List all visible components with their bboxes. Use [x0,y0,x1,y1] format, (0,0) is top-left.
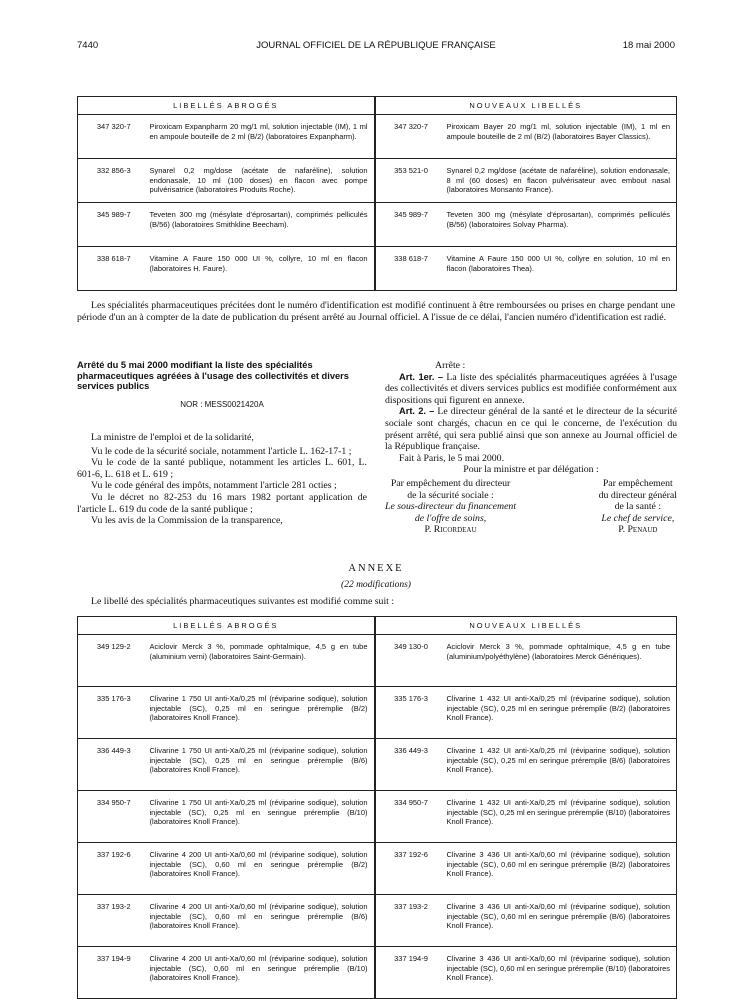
new-code: 338 618-7 [375,247,447,291]
sig-right-line-1: Par empêchement [602,477,673,489]
new-description: Clivarine 1 432 UI anti-Xa/0,25 ml (réviparine sodique), solution injectable (SC), 0,25 ml en seringue préremplie (B/2) (laboratoires Knoll France). [447,687,677,739]
article-2-label: Art. 2. – [399,406,435,417]
table-row [78,687,677,739]
new-code: 353 521-0 [375,159,447,203]
sig-left-line-2: de la sécurité sociale : [407,489,494,501]
sig-left-line-1: Par empêchement du directeur [390,477,511,489]
col-header-old: LIBELLÉS ABROGÉS [78,97,375,115]
new-description: Clivarine 3 436 UI anti-Xa/0,60 ml (réviparine sodique), solution injectable (SC), 0,60 ml en seringue préremplie (B/2) (laboratoires Knoll France). [447,843,677,895]
old-description: Piroxicam Expanpharm 20 mg/1 ml, solution injectable (IM), 1 ml en ampoule bouteille de 2 ml (B/2) (laboratoires Expanpharm). [150,115,375,159]
new-description: Teveten 300 mg (mésylate d'éprosartan), comprimés pelliculés (B/56) (laboratoires Solvay Pharma). [447,203,677,247]
table-row [78,947,677,999]
new-description: Vitamine A Faure 150 000 UI %, collyre en solution, 10 ml en flacon (laboratoires Thea). [447,247,677,291]
arrete-title: Arrêté du 5 mai 2000 modifiant la liste des spécialités pharmaceutiques agréées à l'usage des collectivités et divers services publics [77,360,349,391]
old-code: 337 193-2 [78,895,150,947]
new-code: 347 320-7 [375,115,447,159]
new-code: 336 449-3 [375,739,447,791]
visa-5: Vu les avis de la Commission de la transparence, [91,515,283,527]
visa-1: Vu le code de la sécurité sociale, notamment l'article L. 162-17-1 ; [91,445,352,457]
sig-right-line-3: de la santé : [614,501,662,513]
old-code: 336 449-3 [78,739,150,791]
nor-reference: NOR : MESS0021420A [180,399,264,409]
old-code: 337 194-9 [78,947,150,999]
table-header-row [78,97,677,115]
old-description: Clivarine 4 200 UI anti-Xa/0,60 ml (réviparine sodique), solution injectable (SC), 0,60 ml en seringue préremplie (B/6) (laboratoires Knoll France). [150,895,375,947]
table-body [78,635,677,999]
table-row [78,635,677,687]
modifications-table-2 [77,616,677,999]
arrete-word: Arrête : [435,360,466,371]
old-code: 349 129-2 [78,635,150,687]
article-2-text: Le directeur général de la santé et le directeur de la sécurité sociale sont chargés, chacun en ce qui le concerne, de l'exécution du présent arrêté, qui sera publié ainsi que son annexe au Journal officiel de la République française. [385,406,677,453]
old-code: 335 176-3 [78,687,150,739]
sig-right-line-2: du directeur général [598,489,677,501]
new-description: Clivarine 3 436 UI anti-Xa/0,60 ml (réviparine sodique), solution injectable (SC), 0,60 ml en seringue préremplie (B/6) (laboratoires Knoll France). [447,895,677,947]
journal-title: JOURNAL OFFICIEL DE LA RÉPUBLIQUE FRANÇAISE [256,40,496,51]
old-description: Vitamine A Faure 150 000 UI %, collyre, 10 ml en flacon (laboratoires H. Faure). [150,247,375,291]
sig-left-name: P. Ricordeau [424,524,477,536]
old-code: 334 950-7 [78,791,150,843]
sig-left-line-3: Le sous-directeur du financement [385,501,517,513]
table-row [78,203,677,247]
new-code: 337 192-6 [375,843,447,895]
table-row [78,895,677,947]
new-description: Clivarine 3 436 UI anti-Xa/0,60 ml (réviparine sodique), solution injectable (SC), 0,60 ml en seringue préremplie (B/10) (laboratoires Knoll France). [447,947,677,999]
annexe-title: ANNEXE [348,563,404,574]
table-row [78,247,677,291]
old-code: 345 989-7 [78,203,150,247]
col-header-new: NOUVEAUX LIBELLÉS [375,617,677,635]
sig-right-line-4: Le chef de service, [601,512,675,524]
signature-left [385,478,516,536]
new-code: 337 194-9 [375,947,447,999]
page-number: 7440 [77,40,99,51]
col-header-new: NOUVEAUX LIBELLÉS [375,97,677,115]
signature-right [599,478,677,536]
table-header-row [78,617,677,635]
table-row [78,115,677,159]
old-description: Clivarine 1 750 UI anti-Xa/0,25 ml (réviparine sodique), solution injectable (SC), 0,25 ml en seringue préremplie (B/2) (laboratoires Knoll France). [150,687,375,739]
old-code: 332 856-3 [78,159,150,203]
table-row [78,843,677,895]
table-row [78,791,677,843]
article-1-text: La liste des spécialités pharmaceutiques agréées à l'usage des collectivités et divers services publics est modifiée conformément aux dispositions qui figurent en annexe. [385,371,677,406]
article-1-label: Art. 1er. – [399,371,444,382]
minister-line: La ministre de l'emploi et de la solidarité, [91,432,254,444]
col-header-old: LIBELLÉS ABROGÉS [78,617,375,635]
article-1 [385,372,677,407]
new-description: Piroxicam Bayer 20 mg/1 ml, solution injectable (IM), 1 ml en ampoule bouteille de 2 ml (B/2) (laboratoires Bayer Classics). [447,115,677,159]
visa-3: Vu le code général des impôts, notamment l'article 281 octies ; [91,480,337,492]
old-code: 337 192-6 [78,843,150,895]
old-description: Clivarine 1 750 UI anti-Xa/0,25 ml (réviparine sodique), solution injectable (SC), 0,25 ml en seringue préremplie (B/10) (laboratoires Knoll France). [150,791,375,843]
visa-2: Vu le code de la santé publique, notamment les articles L. 601, L. 601-6, L. 618 et L. 619 ; [77,457,367,480]
old-description: Clivarine 4 200 UI anti-Xa/0,60 ml (réviparine sodique), solution injectable (SC), 0,60 ml en seringue préremplie (B/2) (laboratoires Knoll France). [150,843,375,895]
article-2 [385,406,677,452]
old-description: Clivarine 4 200 UI anti-Xa/0,60 ml (réviparine sodique), solution injectable (SC), 0,60 ml en seringue préremplie (B/10) (laboratoires Knoll France). [150,947,375,999]
annexe-intro: Le libellé des spécialités pharmaceutiques suivantes est modifié comme suit : [91,596,395,607]
old-code: 338 618-7 [78,247,150,291]
note-text: Les spécialités pharmaceutiques précitées dont le numéro d'identification est modifié continuent à être remboursées ou prises en charge pendant une période d'un an à compter de la date de publication du présent arrêté au Journal officiel. A l'issue de ce délai, l'ancien numéro d'identification est radié. [77,300,675,323]
table-body [78,115,677,291]
signatures [385,478,677,536]
modifications-table-1 [77,96,677,291]
old-description: Synarel 0,2 mg/dose (acétate de nafaréline), solution endonasale, 10 ml (100 doses) en flacon avec pompe pulvérisatrice (laboratoires Produits Roche). [150,159,375,203]
delegation-line: Pour la ministre et par délégation : [463,464,599,476]
old-description: Teveten 300 mg (mésylate d'éprosartan), comprimés pelliculés (B/56) (laboratoires Smithkline Beecham). [150,203,375,247]
new-code: 349 130-0 [375,635,447,687]
new-code: 334 950-7 [375,791,447,843]
old-description: Clivarine 1 750 UI anti-Xa/0,25 ml (réviparine sodique), solution injectable (SC), 0,25 ml en seringue préremplie (B/6) (laboratoires Knoll France). [150,739,375,791]
annexe-subtitle: (22 modifications) [341,580,411,590]
note-paragraph [77,300,675,323]
new-description: Aciclovir Merck 3 %, pommade ophtalmique, 4,5 g en tube (aluminium/polyéthylène) (laboratoires Merck Génériques). [447,635,677,687]
new-description: Clivarine 1 432 UI anti-Xa/0,25 ml (réviparine sodique), solution injectable (SC), 0,25 ml en seringue préremplie (B/6) (laboratoires Knoll France). [447,739,677,791]
done-at-line: Fait à Paris, le 5 mai 2000. [399,452,505,464]
publication-date: 18 mai 2000 [622,40,675,51]
new-code: 337 193-2 [375,895,447,947]
new-description: Synarel 0,2 mg/dose (acétate de nafaréline), solution endonasale, 8 ml (60 doses) en flacon pulvérisateur avec embout nasal (laboratoires Monsanto France). [447,159,677,203]
arrete-left-column [77,360,367,527]
visa-4: Vu le décret no 82-253 du 16 mars 1982 portant application de l'article L. 619 du code de la santé publique ; [77,492,367,515]
table-row [78,159,677,203]
old-description: Aciclovir Merck 3 %, pommade ophtalmique, 4,5 g en tube (aluminium verni) (laboratoires Saint-Germain). [150,635,375,687]
table-row [78,739,677,791]
sig-left-line-4: de l'offre de soins, [414,512,487,524]
new-description: Clivarine 1 432 UI anti-Xa/0,25 ml (réviparine sodique), solution injectable (SC), 0,25 ml en seringue préremplie (B/10) (laboratoires Knoll France). [447,791,677,843]
sig-right-name: P. Penaud [618,524,658,536]
page-header [77,40,675,54]
old-code: 347 320-7 [78,115,150,159]
new-code: 335 176-3 [375,687,447,739]
arrete-right-column [385,360,677,536]
new-code: 345 989-7 [375,203,447,247]
